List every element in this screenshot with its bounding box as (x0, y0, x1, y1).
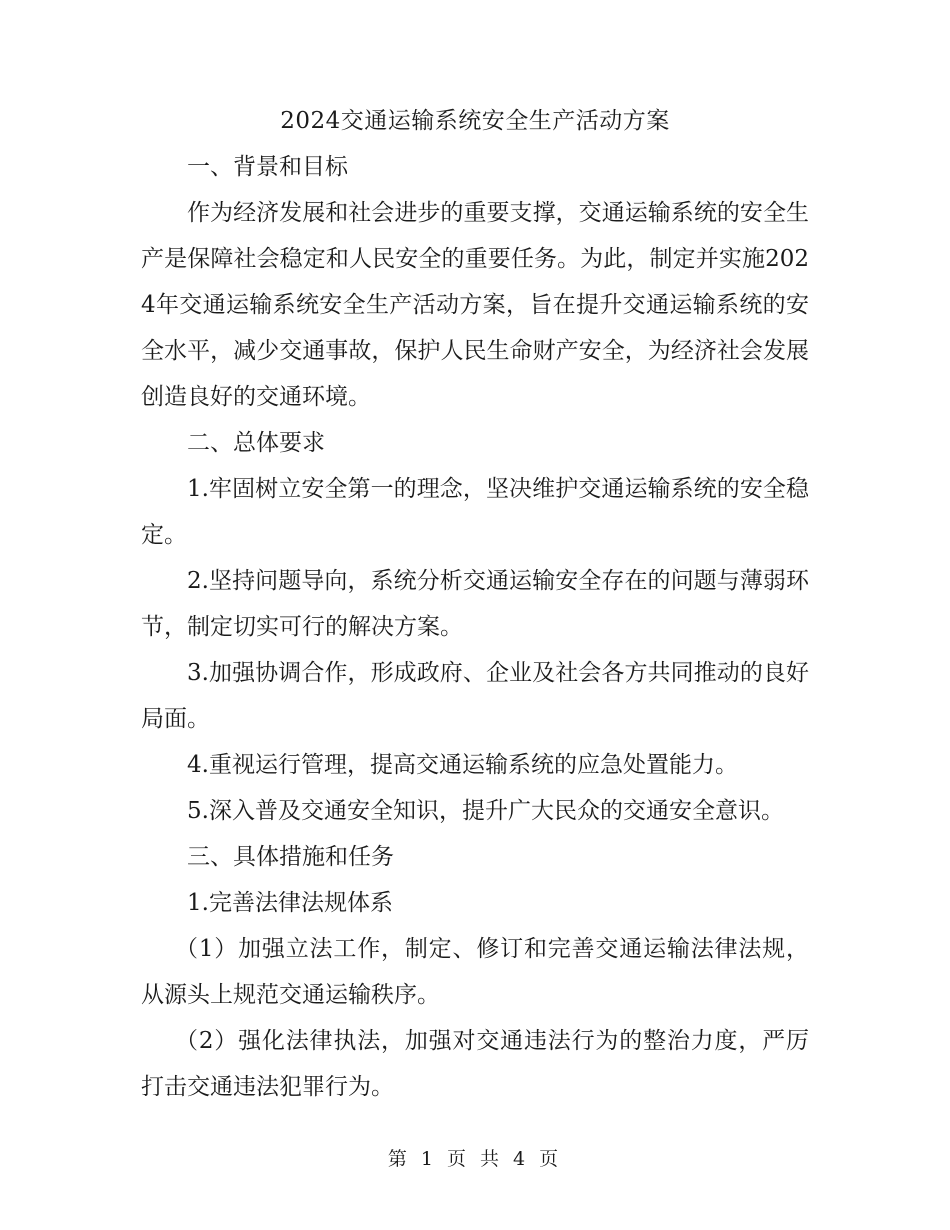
paragraph-background: 作为经济发展和社会进步的重要支撑，交通运输系统的安全生产是保障社会稳定和人民安全的重要任务。为此，制定并实施2024年交通运输系统安全生产活动方案，旨在提升交通运输系统的安全水平，减少交通事故，保护人民生命财产安全，为经济社会发展创造良好的交通环境。 (141, 200, 809, 410)
requirement-item: 2.坚持问题导向，系统分析交通运输安全存在的问题与薄弱环节，制定切实可行的解决方案。 (141, 568, 809, 640)
measure-subitem: （1）加强立法工作，制定、修订和完善交通运输法律法规，从源头上规范交通运输秩序。 (141, 936, 809, 1008)
requirement-item: 1.牢固树立安全第一的理念，坚决维护交通运输系统的安全稳定。 (141, 476, 809, 548)
requirement-item: 3.加强协调合作，形成政府、企业及社会各方共同推动的良好局面。 (141, 660, 809, 732)
section-heading-requirements: 二、总体要求 (187, 430, 325, 456)
section-heading-background: 一、背景和目标 (187, 154, 348, 180)
requirement-item: 5.深入普及交通安全知识，提升广大民众的交通安全意识。 (187, 798, 784, 824)
measure-item: 1.完善法律法规体系 (187, 890, 393, 916)
document-title: 2024交通运输系统安全生产活动方案 (280, 108, 670, 134)
page-number-footer: 第 1 页 共 4 页 (387, 1148, 563, 1170)
document-body (141, 98, 809, 1110)
section-heading-measures: 三、具体措施和任务 (187, 844, 394, 870)
measure-subitem: （2）强化法律执法，加强对交通违法行为的整治力度，严厉打击交通违法犯罪行为。 (141, 1028, 809, 1100)
requirement-item: 4.重视运行管理，提高交通运输系统的应急处置能力。 (187, 752, 738, 778)
